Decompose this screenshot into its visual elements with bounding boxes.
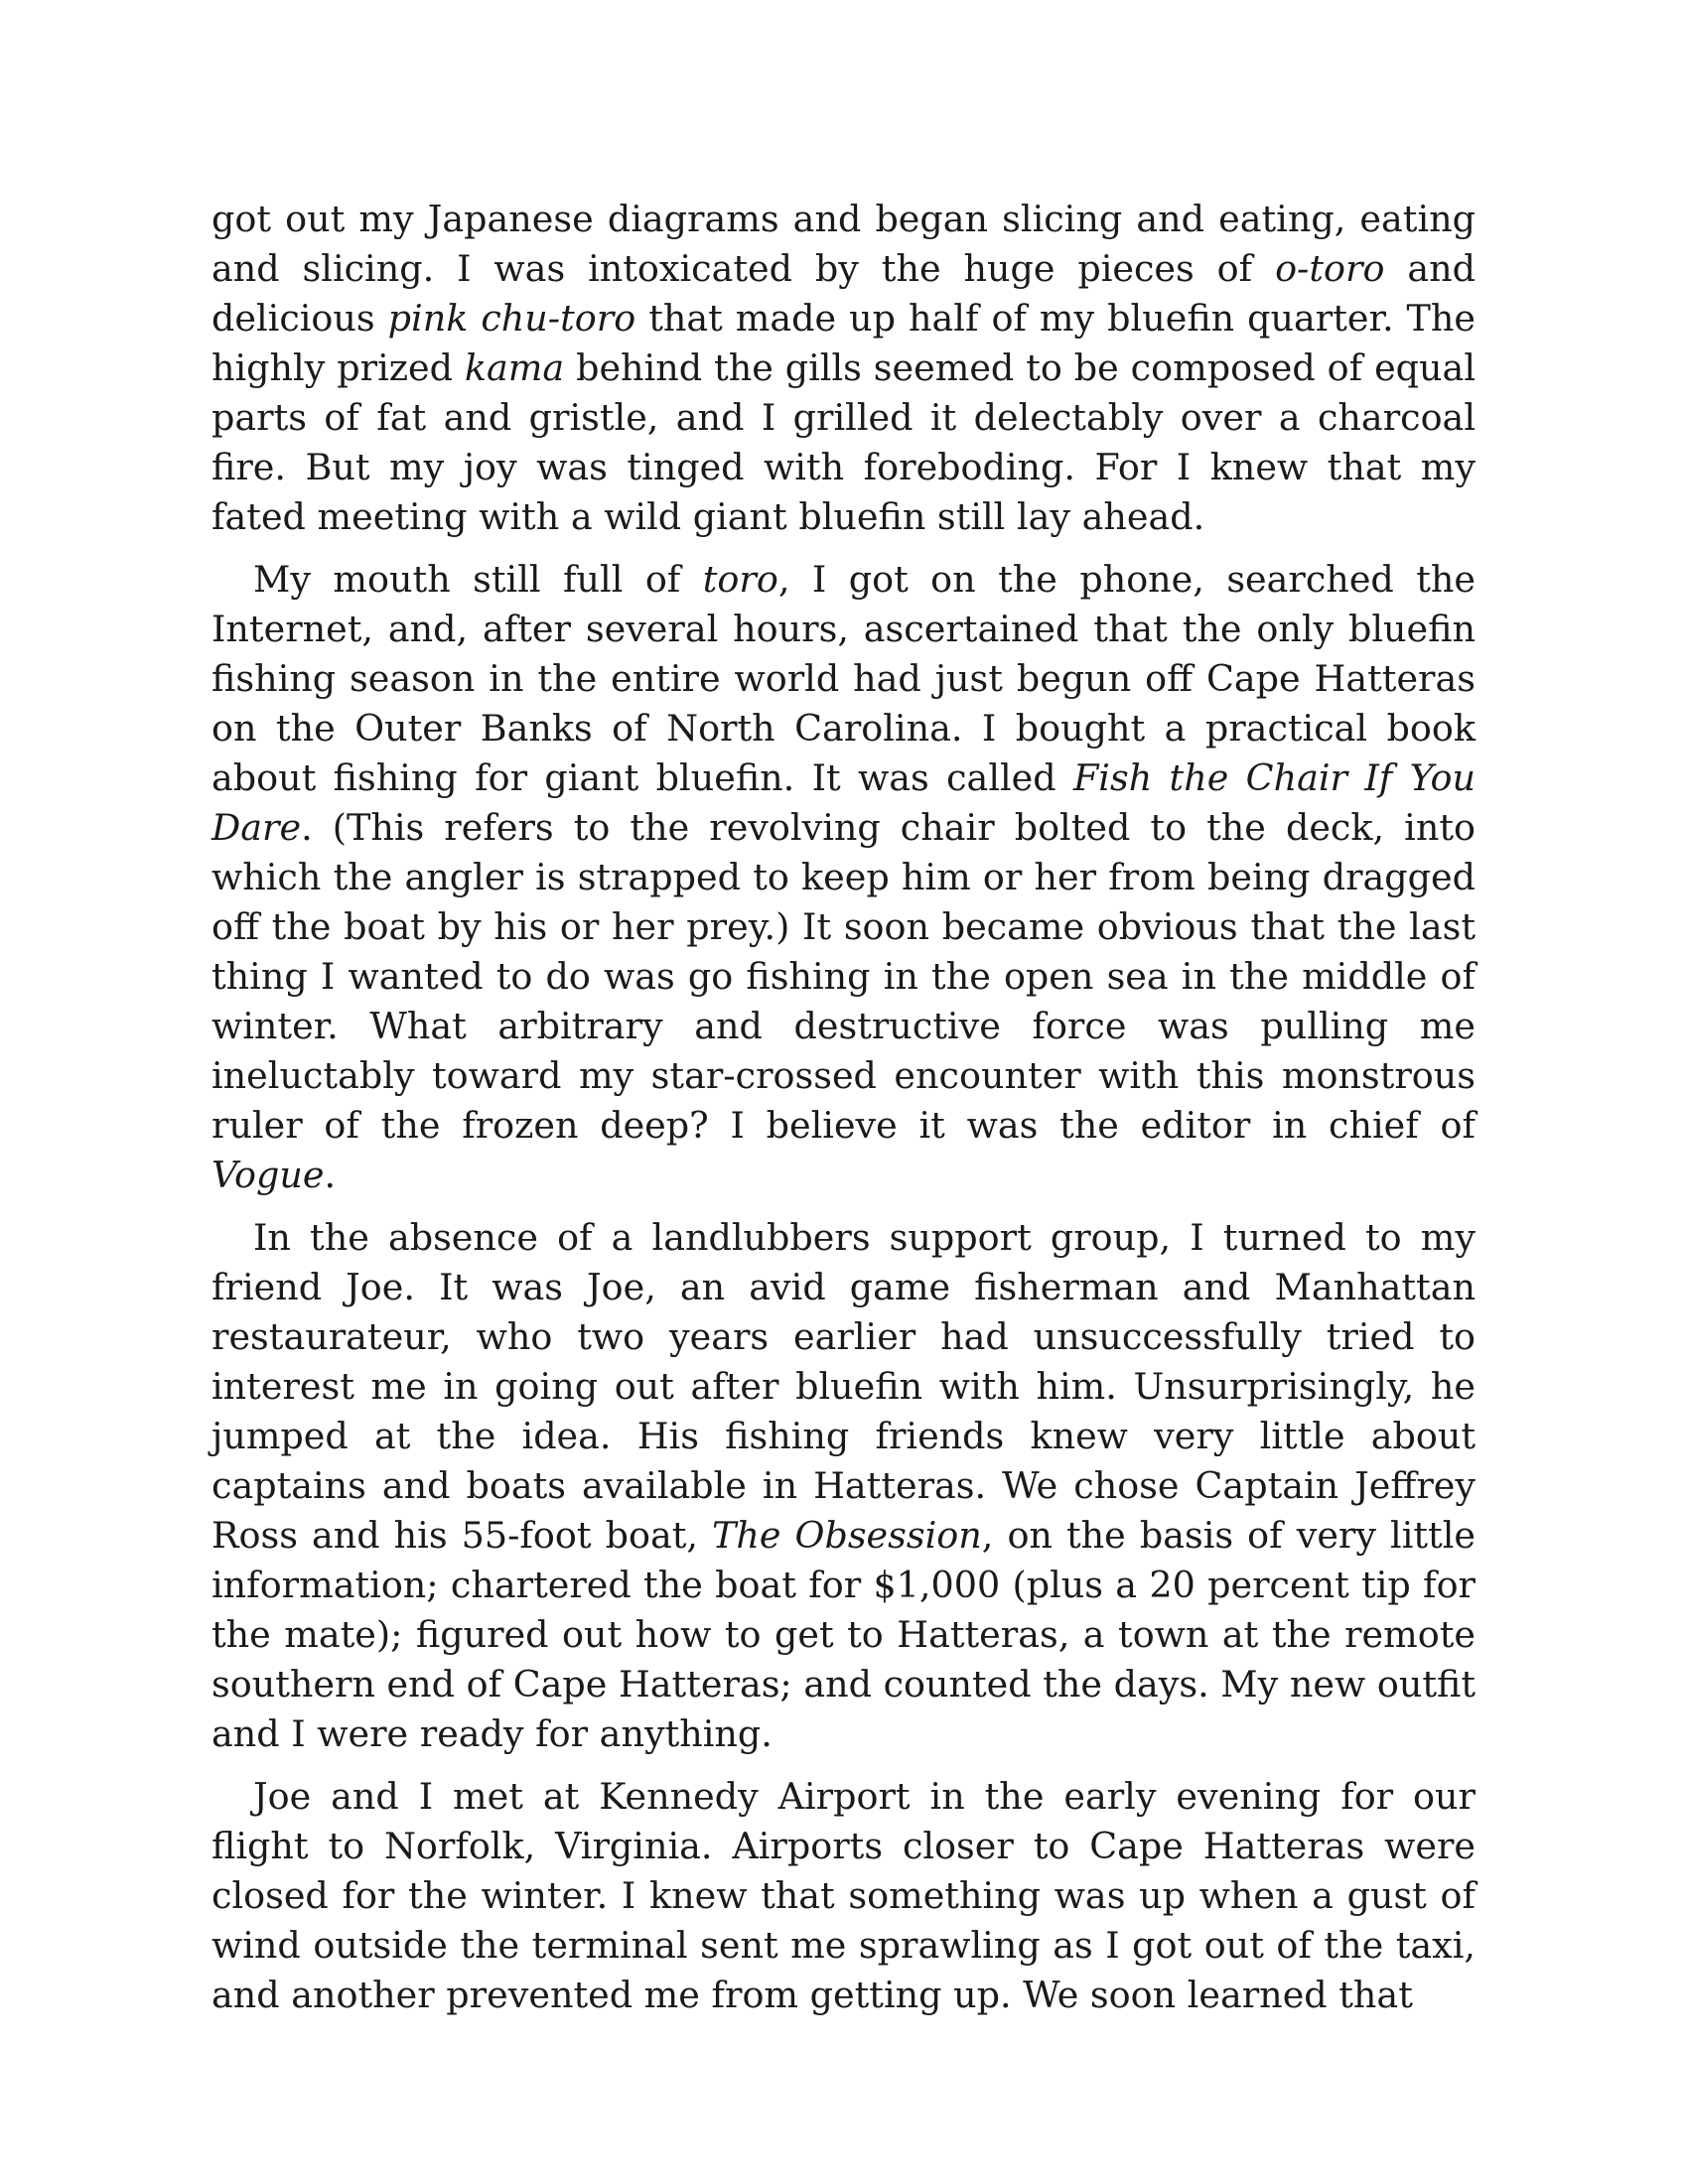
text-run: . (This refers to the revolving chair bolted to the deck, into which the angler is strapped to keep him or her from being dragged off the boat by his or her prey.) It soon became obvious that the last thing I wanted to do was go fishing in the open sea in the middle of winter. What arbitrary and destructive force was pulling me ineluctably toward my star-crossed encounter with this monstrous ruler of the frozen deep? I believe it was the editor in chief of: [211, 806, 1476, 1147]
text-run: got out my Japanese diagrams and began slicing and eating, eating and slicing. I was intoxicated by the huge pieces of: [211, 198, 1476, 290]
book-page: [211, 195, 1476, 2033]
text-run: behind the gills seemed to be composed of equal parts of fat and gristle, and I grilled it delectably over a charcoal fire. But my joy was tinged with foreboding. For I knew that my fated meeting with a wild giant bluefin still lay ahead.: [211, 346, 1476, 538]
italic-term-pink-chu-toro: pink chu-toro: [387, 297, 636, 340]
text-run: Joe and I met at Kennedy Airport in the early evening for our flight to Norfolk, Virginia. Airports closer to Cape Hatteras were closed for the winter. I knew that something was up when a gust of wind outside the terminal sent me sprawling as I got out of the taxi, and another prevented me from getting up. We soon learned that: [211, 1775, 1476, 2016]
italic-term-kama: kama: [464, 346, 565, 389]
text-run: , I got on the phone, searched the Internet, and, after several hours, ascertained that the only bluefin fishing season in the entire world had just begun off Cape Hatteras on the Outer Banks of North Carolina. I bought a practical book about fishing for giant bluefin. It was called: [211, 558, 1476, 799]
text-run: In the absence of a landlubbers support group, I turned to my friend Joe. It was Joe, an avid game fisherman and Manhattan restaurateur, who two years earlier had unsuccessfully tried to interest me in going out after bluefin with him. Unsurprisingly, he jumped at the idea. His fishing friends knew very little about captains and boats available in Hatteras. We chose Captain Jeffrey Ross and his 55-foot boat,: [211, 1216, 1476, 1557]
text-run: , on the basis of very little information; chartered the boat for $1,000 (plus a 20 percent tip for the mate); figured out how to get to Hatteras, a town at the remote southern end of Cape Hatteras; and counted the days. My new outfit and I were ready for anything.: [211, 1514, 1477, 1755]
italic-book-title: Fish the Chair If You Dare: [211, 756, 1476, 849]
text-run: .: [324, 1154, 337, 1196]
italic-term-toro: toro: [702, 558, 778, 601]
text-run: that made up half of my bluefin quarter. The highly prized: [211, 297, 1477, 389]
italic-boat-name: The Obsession: [712, 1514, 982, 1557]
paragraph-1: [211, 195, 1476, 542]
paragraph-4: [211, 1772, 1476, 2020]
italic-term-o-toro: o-toro: [1275, 247, 1385, 290]
text-run: My mouth still full of: [253, 558, 703, 601]
text-run: and delicious: [211, 247, 1476, 340]
paragraph-3: [211, 1213, 1476, 1759]
italic-magazine-title: Vogue: [211, 1154, 325, 1196]
paragraph-2: [211, 555, 1476, 1200]
